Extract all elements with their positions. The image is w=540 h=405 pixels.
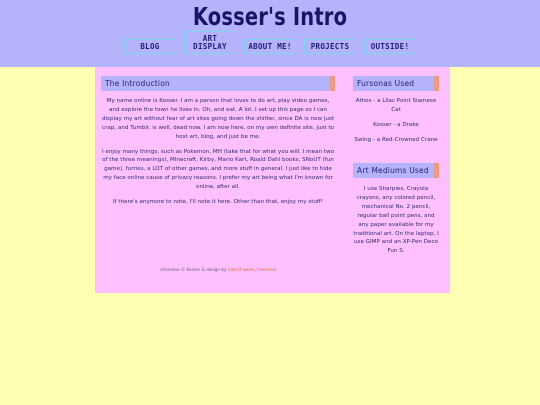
mediums-heading: Art Mediums Used [353,163,439,178]
footer-credits [101,267,335,272]
footer-separator: , [254,267,256,272]
footer-text: sitename © Kosser & design by [160,267,227,272]
fursona-item: Athos - a Lilac Point Siamese Cat [355,98,437,113]
intro-paragraph: I enjoy many things, such as Pokemon, MH (take that for what you will. I mean two of the three meanings), Minecraft, Kirby, Mario Kart, Roald Dahl books, SNoUT (fun game), furries, a LOT of other games, and more stuff in general. I just like to hide my face online cause of privacy reasons. I prefer my art being what I'm known for online, after all. [102,148,334,191]
fursonas-list [353,97,439,151]
footer-link-designer[interactable]: eldred swain [227,267,255,272]
intro-paragraph: If there's anymore to note, I'll note it here. Other than that, enjoy my stuff! [112,199,324,206]
intro-heading: The Introduction [101,76,335,91]
intro-body [101,97,335,213]
mediums-text: I use Sharpies, Crayola crayons, any colored pencil, mechanical No. 2 pencil, regular ball point pens, and any paper available for my traditional art. On the laptop, I use GIMP and an XP-Pen Deco Fun S. [353,186,439,255]
nav-projects-button[interactable]: PROJECTS [304,39,356,54]
nav-about-me-button[interactable]: ABOUT ME! [244,39,296,54]
footer-link-designer-2[interactable]: tresantal [257,267,276,272]
nav-outside-button[interactable]: OUTSIDE! [364,39,416,54]
nav-art-display-button[interactable]: ART DISPLAY [184,31,236,54]
site-title: Kosser's Intro [192,2,348,31]
fursonas-heading: Fursonas Used [353,76,439,91]
intro-paragraph: My name online is Kosser. I am a person that loves to do art, play video games, and explore the town he lives in. Oh, and eat. A lot. I set up this page so I can display my art without fear of art sites going down the shitter, since DA is now just crap, and Tumblr. is well, dead now. I am now here, on my own definite site, just to host art, blog, and just be me. [101,98,335,140]
fursona-item: Kosser - a Drake [373,121,419,128]
fursona-item: Swing - a Red-Crowned Crane [354,136,438,143]
site-header [0,0,540,67]
nav-blog-button[interactable]: BLOG [124,39,176,54]
